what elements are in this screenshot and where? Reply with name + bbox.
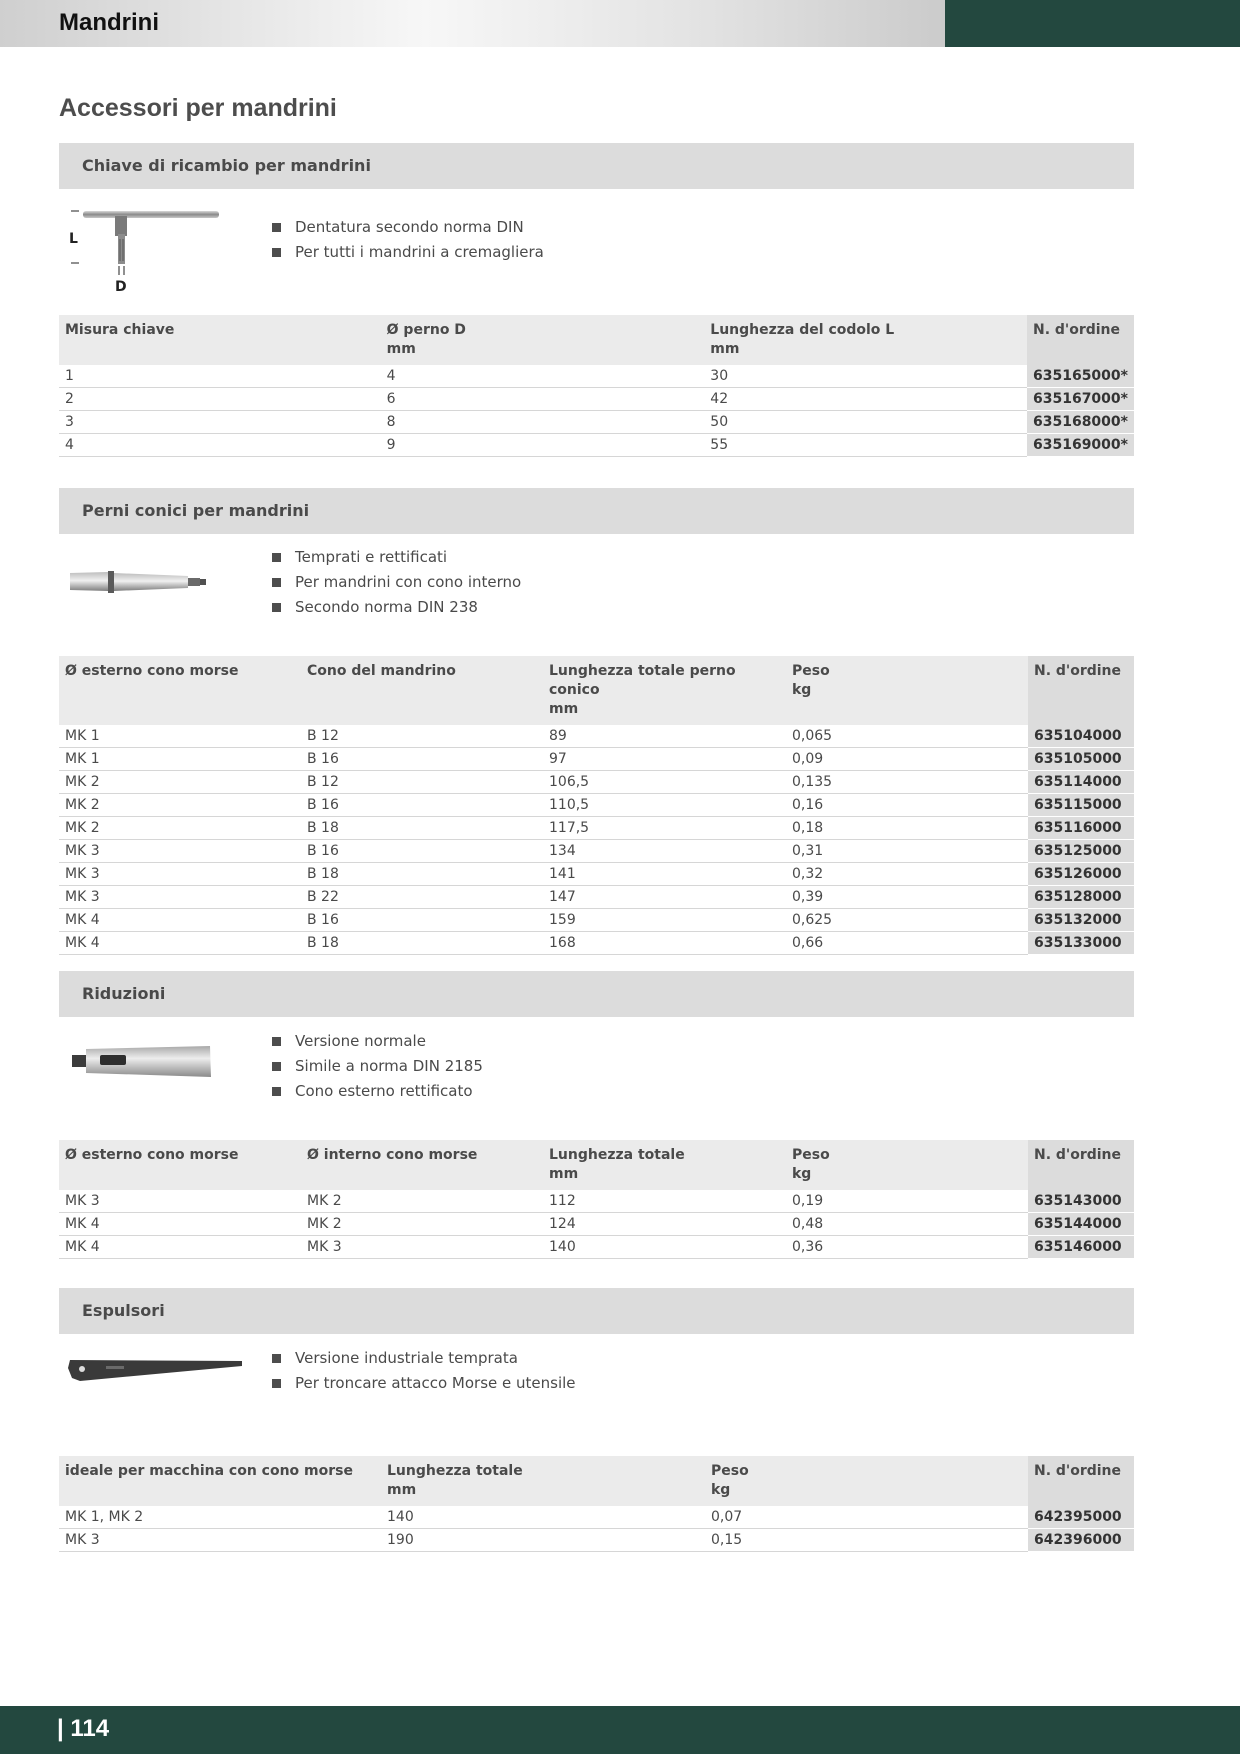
- cell: 168: [543, 932, 786, 955]
- order-number-cell: 635104000: [1028, 725, 1134, 748]
- feature-item: Per mandrini con cono interno: [272, 570, 521, 595]
- table-row: [59, 434, 1134, 457]
- column-header: Ø interno cono morse: [301, 1140, 543, 1190]
- bullet-square-icon: [272, 1379, 281, 1388]
- cell: MK 4: [59, 909, 301, 932]
- table-row: [59, 1190, 1134, 1213]
- bullet-square-icon: [272, 1062, 281, 1071]
- table-row: [59, 863, 1134, 886]
- cell: MK 4: [59, 1213, 301, 1236]
- length-label: L: [69, 231, 78, 247]
- cell: 110,5: [543, 794, 786, 817]
- column-header: Ø perno D mm: [381, 315, 705, 365]
- order-number-cell: 642396000: [1028, 1529, 1134, 1552]
- column-header: Peso kg: [786, 656, 1028, 725]
- page-title: Accessori per mandrini: [59, 94, 337, 122]
- cell: 0,16: [786, 794, 1028, 817]
- cell: 3: [59, 411, 381, 434]
- cell: 2: [59, 388, 381, 411]
- column-header: Lunghezza totale mm: [543, 1140, 786, 1190]
- order-number-cell: 635144000: [1028, 1213, 1134, 1236]
- cell: 0,18: [786, 817, 1028, 840]
- order-number-cell: 635128000: [1028, 886, 1134, 909]
- table-row: [59, 365, 1134, 388]
- column-header-order: N. d'ordine: [1028, 656, 1134, 725]
- header-accent: [945, 0, 1240, 47]
- bullet-square-icon: [272, 248, 281, 257]
- column-header: Peso kg: [786, 1140, 1028, 1190]
- section-title: Riduzioni: [82, 984, 166, 1003]
- feature-item: Secondo norma DIN 238: [272, 595, 521, 620]
- spec-table-riduzioni: [59, 1140, 1134, 1259]
- cell: 190: [381, 1529, 705, 1552]
- cell: 112: [543, 1190, 786, 1213]
- cell: 89: [543, 725, 786, 748]
- cell: 9: [381, 434, 705, 457]
- cell: MK 3: [59, 863, 301, 886]
- cell: 50: [704, 411, 1027, 434]
- section-header-riduzioni: [59, 971, 1134, 1017]
- feature-item: Cono esterno rettificato: [272, 1079, 483, 1104]
- cell: MK 4: [59, 1236, 301, 1259]
- page-number: | 114: [57, 1715, 110, 1742]
- table-row: [59, 1506, 1134, 1529]
- column-header: Ø esterno cono morse: [59, 656, 301, 725]
- bullet-square-icon: [272, 1087, 281, 1096]
- cell: 0,135: [786, 771, 1028, 794]
- section-title: Espulsori: [82, 1301, 165, 1320]
- table-row: [59, 771, 1134, 794]
- cell: B 16: [301, 840, 543, 863]
- bullet-square-icon: [272, 553, 281, 562]
- spec-table-chiave: [59, 315, 1134, 457]
- column-header-order: N. d'ordine: [1027, 315, 1134, 365]
- column-header-order: N. d'ordine: [1028, 1140, 1134, 1190]
- cell: B 12: [301, 771, 543, 794]
- cell: 140: [381, 1506, 705, 1529]
- table-row: [59, 817, 1134, 840]
- table-row: [59, 1213, 1134, 1236]
- feature-item: Per troncare attacco Morse e utensile: [272, 1371, 576, 1396]
- cell: 8: [381, 411, 705, 434]
- cell: 134: [543, 840, 786, 863]
- diameter-label: D: [115, 279, 127, 295]
- cell: 0,31: [786, 840, 1028, 863]
- cell: MK 1, MK 2: [59, 1506, 381, 1529]
- cell: 0,39: [786, 886, 1028, 909]
- cell: 42: [704, 388, 1027, 411]
- order-number-cell: 642395000: [1028, 1506, 1134, 1529]
- column-header: Misura chiave: [59, 315, 381, 365]
- cell: 124: [543, 1213, 786, 1236]
- header-title: Mandrini: [59, 9, 159, 36]
- column-header: Peso kg: [705, 1456, 1028, 1506]
- cell: MK 2: [301, 1213, 543, 1236]
- cell: 106,5: [543, 771, 786, 794]
- order-number-cell: 635169000*: [1027, 434, 1134, 457]
- bullet-square-icon: [272, 223, 281, 232]
- feature-list: [272, 1029, 483, 1104]
- column-header: Lunghezza del codolo L mm: [704, 315, 1027, 365]
- cell: MK 1: [59, 725, 301, 748]
- cell: 0,07: [705, 1506, 1028, 1529]
- cell: 0,66: [786, 932, 1028, 955]
- table-row: [59, 411, 1134, 434]
- table-row: [59, 748, 1134, 771]
- bullet-square-icon: [272, 603, 281, 612]
- table-row: [59, 909, 1134, 932]
- section-header-chiave: [59, 143, 1134, 189]
- header-bar: [0, 0, 1240, 47]
- cell: MK 2: [59, 794, 301, 817]
- cell: MK 3: [59, 886, 301, 909]
- cell: 140: [543, 1236, 786, 1259]
- cell: B 12: [301, 725, 543, 748]
- cell: 147: [543, 886, 786, 909]
- feature-item: Versione industriale temprata: [272, 1346, 576, 1371]
- reducing-sleeve-image: [70, 1045, 215, 1079]
- column-header-order: N. d'ordine: [1028, 1456, 1134, 1506]
- column-header: Ø esterno cono morse: [59, 1140, 301, 1190]
- feature-item: Dentatura secondo norma DIN: [272, 215, 544, 240]
- cell: 4: [381, 365, 705, 388]
- cell: MK 2: [59, 771, 301, 794]
- cell: 4: [59, 434, 381, 457]
- table-row: [59, 794, 1134, 817]
- order-number-cell: 635143000: [1028, 1190, 1134, 1213]
- order-number-cell: 635114000: [1028, 771, 1134, 794]
- cell: B 16: [301, 909, 543, 932]
- feature-item: Temprati e rettificati: [272, 545, 521, 570]
- cell: MK 2: [59, 817, 301, 840]
- table-header-row: [59, 1456, 1134, 1506]
- drift-key-image: [66, 1354, 244, 1384]
- order-number-cell: 635105000: [1028, 748, 1134, 771]
- table-header-row: [59, 315, 1134, 365]
- cell: 141: [543, 863, 786, 886]
- cell: 0,625: [786, 909, 1028, 932]
- order-number-cell: 635126000: [1028, 863, 1134, 886]
- table-header-row: [59, 656, 1134, 725]
- spec-table-espulsori: [59, 1456, 1134, 1552]
- bullet-square-icon: [272, 1037, 281, 1046]
- table-row: [59, 932, 1134, 955]
- cell: 97: [543, 748, 786, 771]
- cell: 6: [381, 388, 705, 411]
- cell: B 18: [301, 863, 543, 886]
- cell: 0,065: [786, 725, 1028, 748]
- column-header: Lunghezza totale mm: [381, 1456, 705, 1506]
- cell: 1: [59, 365, 381, 388]
- column-header: Lunghezza totale perno conico mm: [543, 656, 786, 725]
- order-number-cell: 635116000: [1028, 817, 1134, 840]
- cell: B 22: [301, 886, 543, 909]
- bullet-square-icon: [272, 1354, 281, 1363]
- table-row: [59, 725, 1134, 748]
- cell: MK 3: [59, 1529, 381, 1552]
- section-header-espulsori: [59, 1288, 1134, 1334]
- order-number-cell: 635167000*: [1027, 388, 1134, 411]
- table-row: [59, 1529, 1134, 1552]
- cell: MK 3: [59, 1190, 301, 1213]
- cell: 0,36: [786, 1236, 1028, 1259]
- chuck-key-image: [66, 203, 236, 295]
- column-header: ideale per macchina con cono morse: [59, 1456, 381, 1506]
- order-number-cell: 635125000: [1028, 840, 1134, 863]
- section-header-perni: [59, 488, 1134, 534]
- cell: MK 1: [59, 748, 301, 771]
- order-number-cell: 635168000*: [1027, 411, 1134, 434]
- column-header: Cono del mandrino: [301, 656, 543, 725]
- cell: 159: [543, 909, 786, 932]
- cell: MK 4: [59, 932, 301, 955]
- feature-list: [272, 215, 544, 265]
- cell: B 16: [301, 794, 543, 817]
- table-row: [59, 1236, 1134, 1259]
- order-number-cell: 635115000: [1028, 794, 1134, 817]
- feature-item: Per tutti i mandrini a cremagliera: [272, 240, 544, 265]
- taper-arbor-image: [68, 566, 213, 598]
- cell: B 16: [301, 748, 543, 771]
- table-row: [59, 388, 1134, 411]
- cell: 30: [704, 365, 1027, 388]
- cell: 0,32: [786, 863, 1028, 886]
- order-number-cell: 635133000: [1028, 932, 1134, 955]
- feature-list: [272, 1346, 576, 1396]
- cell: 0,15: [705, 1529, 1028, 1552]
- feature-item: Versione normale: [272, 1029, 483, 1054]
- feature-list: [272, 545, 521, 620]
- spec-table-perni: [59, 656, 1134, 955]
- section-title: Perni conici per mandrini: [82, 501, 310, 520]
- cell: 55: [704, 434, 1027, 457]
- order-number-cell: 635165000*: [1027, 365, 1134, 388]
- order-number-cell: 635146000: [1028, 1236, 1134, 1259]
- table-row: [59, 840, 1134, 863]
- bullet-square-icon: [272, 578, 281, 587]
- cell: B 18: [301, 817, 543, 840]
- cell: MK 2: [301, 1190, 543, 1213]
- cell: MK 3: [59, 840, 301, 863]
- cell: 117,5: [543, 817, 786, 840]
- order-number-cell: 635132000: [1028, 909, 1134, 932]
- cell: 0,09: [786, 748, 1028, 771]
- table-header-row: [59, 1140, 1134, 1190]
- table-row: [59, 886, 1134, 909]
- feature-item: Simile a norma DIN 2185: [272, 1054, 483, 1079]
- cell: B 18: [301, 932, 543, 955]
- footer-bar: [0, 1706, 1240, 1754]
- cell: MK 3: [301, 1236, 543, 1259]
- cell: 0,19: [786, 1190, 1028, 1213]
- cell: 0,48: [786, 1213, 1028, 1236]
- section-title: Chiave di ricambio per mandrini: [82, 156, 371, 175]
